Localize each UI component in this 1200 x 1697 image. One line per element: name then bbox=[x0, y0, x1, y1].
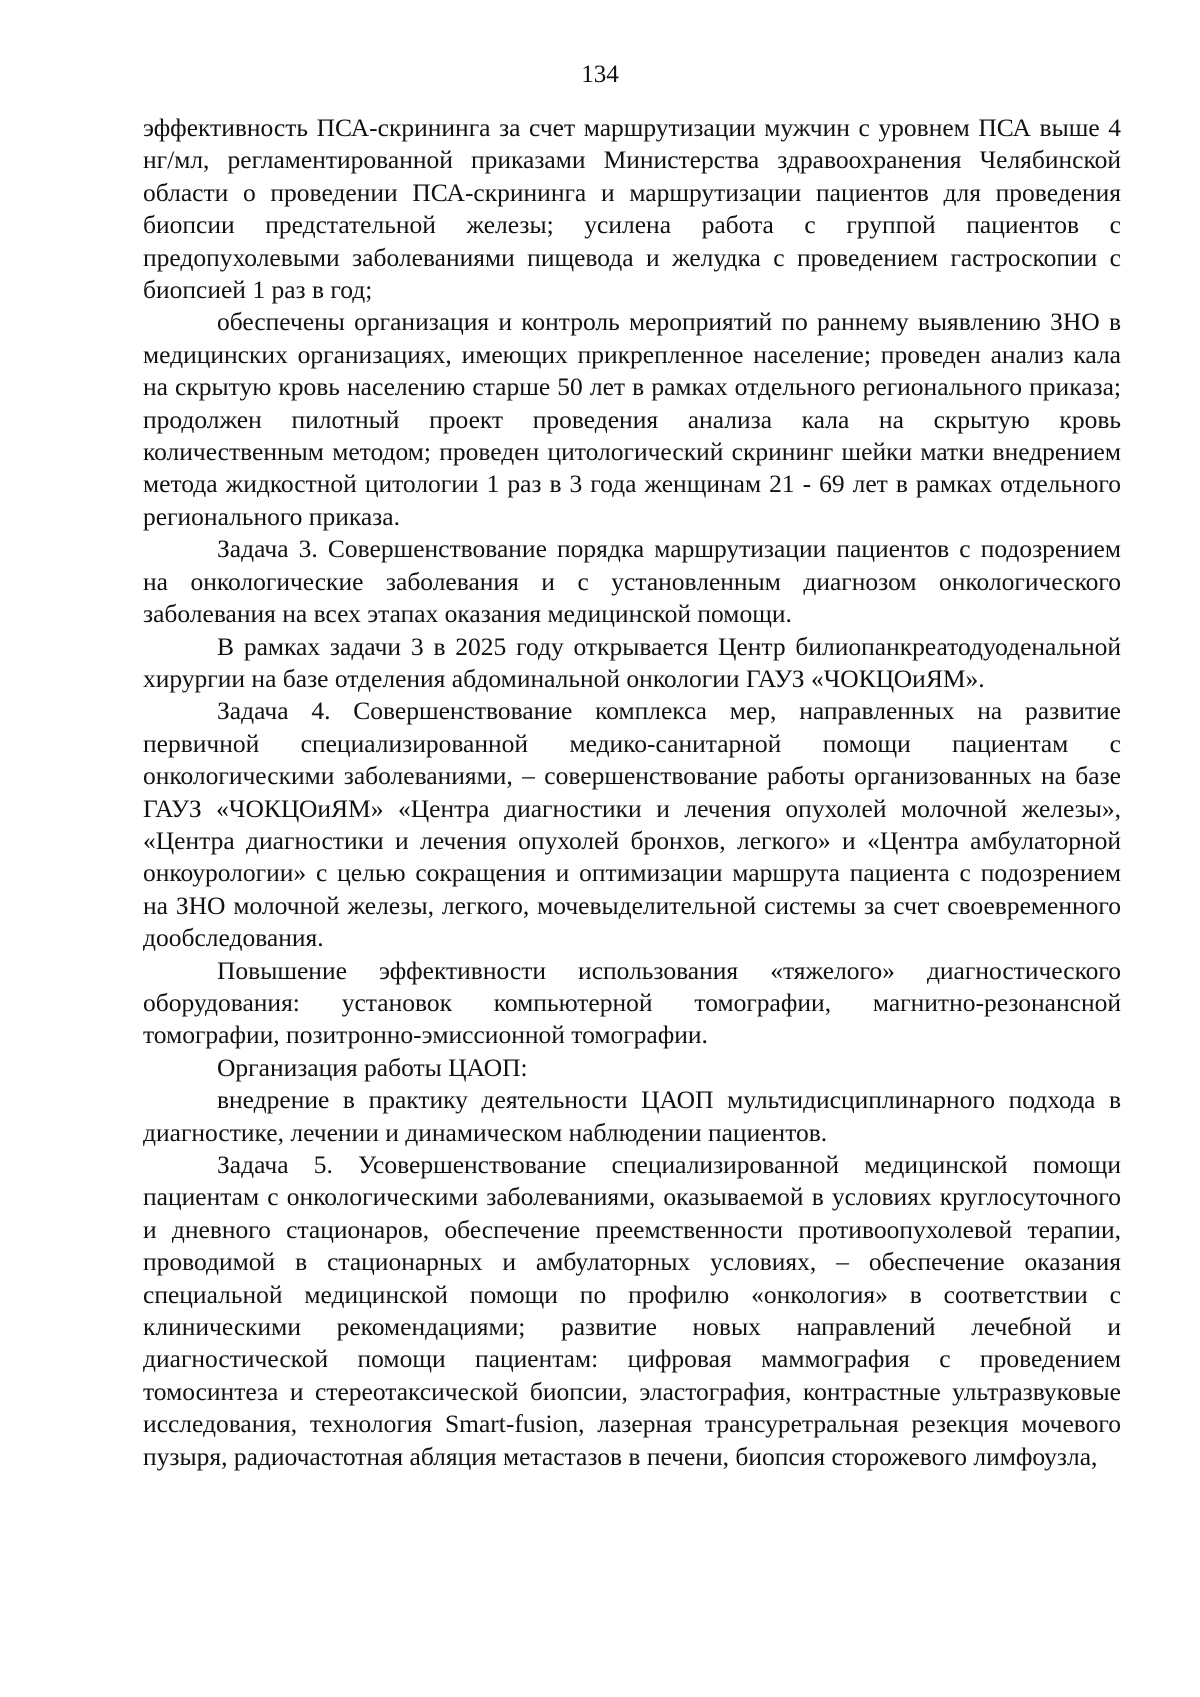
paragraph: Задача 5. Усовершенствование специализированной медицинской помощи пациентам с онкологическими заболеваниями, оказываемой в условиях круглосуточного и дневного стационаров, обеспечение преемственности противоопухолевой терапии, проводимой в стационарных и амбулаторных условиях, – обеспечение оказания специальной медицинской помощи по профилю «онкология» в соответствии с клиническими рекомендациями; развитие новых направлений лечебной и диагностической помощи пациентам: цифровая маммография с проведением томосинтеза и стереотаксической биопсии, эластография, контрастные ультразвуковые исследования, технология Smart-fusion, лазерная трансуретральная резекция мочевого пузыря, радиочастотная абляция метастазов в печени, биопсия сторожевого лимфоузла, bbox=[143, 1150, 1121, 1471]
paragraph: внедрение в практику деятельности ЦАОП мультидисциплинарного подхода в диагностике, лечении и динамическом наблюдении пациентов. bbox=[143, 1085, 1121, 1147]
page-number: 134 bbox=[581, 61, 619, 88]
paragraph: Организация работы ЦАОП: bbox=[217, 1052, 528, 1082]
paragraph: Повышение эффективности использования «тяжелого» диагностического оборудования: установок компьютерной томографии, магнитно-резонансной томографии, позитронно-эмиссионной томографии. bbox=[143, 955, 1121, 1050]
paragraph: В рамках задачи 3 в 2025 году открывается Центр билиопанкреатодуоденальной хирургии на базе отделения абдоминальной онкологии ГАУЗ «ЧОКЦОиЯМ». bbox=[143, 631, 1121, 693]
paragraph: обеспечены организация и контроль мероприятий по раннему выявлению ЗНО в медицинских организациях, имеющих прикрепленное население; проведен анализ кала на скрытую кровь населению старше 50 лет в рамках отдельного регионального приказа; продолжен пилотный проект проведения анализа кала на скрытую кровь количественным методом; проведен цитологический скрининг шейки матки внедрением метода жидкостной цитологии 1 раз в 3 года женщинам 21 - 69 лет в рамках отдельного регионального приказа. bbox=[143, 307, 1121, 531]
paragraph: Задача 4. Совершенствование комплекса мер, направленных на развитие первичной специализированной медико-санитарной помощи пациентам с онкологическими заболеваниями, – совершенствование работы организованных на базе ГАУЗ «ЧОКЦОиЯМ» «Центра диагностики и лечения опухолей молочной железы», «Центра диагностики и лечения опухолей бронхов, легкого» и «Центра амбулаторной онкоурологии» с целью сокращения и оптимизации маршрута пациента с подозрением на ЗНО молочной железы, легкого, мочевыделительной системы за счет своевременного дообследования. bbox=[143, 696, 1121, 953]
paragraph: эффективность ПСА-скрининга за счет маршрутизации мужчин с уровнем ПСА выше 4 нг/мл, регламентированной приказами Министерства здравоохранения Челябинской области о проведении ПСА-скрининга и маршрутизации пациентов для проведения биопсии предстательной железы; усилена работа с группой пациентов с предопухолевыми заболеваниями пищевода и желудка с проведением гастроскопии с биопсией 1 раз в год; bbox=[143, 113, 1121, 305]
paragraph: Задача 3. Совершенствование порядка маршрутизации пациентов с подозрением на онкологические заболевания и с установленным диагнозом онкологического заболевания на всех этапах оказания медицинской помощи. bbox=[143, 534, 1121, 629]
body-text bbox=[143, 112, 1121, 1473]
